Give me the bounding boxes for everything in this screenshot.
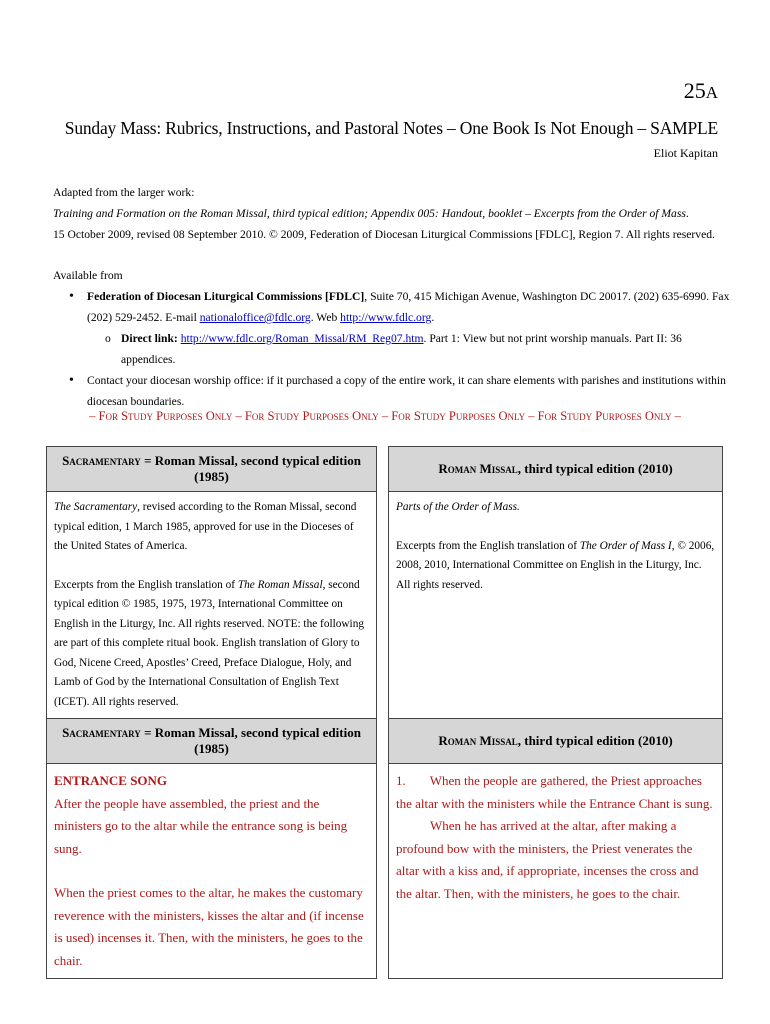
availability-label: Available from [53, 269, 123, 282]
comparison-table-entrance [46, 718, 723, 979]
direct-link-label: Direct link: [121, 332, 178, 345]
list-item-direct-link: o Direct link: http://www.fdlc.org/Roman_Missal/RM_Reg07.htm. Part 1: View but not print worship manuals. Part II: 36 appendices. [53, 328, 733, 370]
list-item-diocesan: • Contact your diocesan worship office: if it purchased a copy of the entire work, it can share elements with parishes and institutions within diocesan boundaries. [53, 370, 733, 412]
sub-bullet-marker: o [105, 332, 111, 345]
source-rights: 15 October 2009, revised 08 September 2010. © 2009, Federation of Diocesan Liturgical Commissions [FDLC], Region 7. All rights reserved. [53, 228, 715, 241]
roman-missal-entrance-text-2: When he has arrived at the altar, after making a profound bow with the ministers, the Priest venerates the altar with a kiss and, if appropriate, incenses the cross and the altar. Then, with the ministers, he goes to the chair. [396, 818, 699, 901]
source-work-title: Training and Formation on the Roman Missal, third typical edition; Appendix 005: Handout, booklet – Excerpts from the Order of Mass [53, 207, 686, 220]
document-title: Sunday Mass: Rubrics, Instructions, and Pastoral Notes – One Book Is Not Enough – SAMPLE [64, 118, 718, 138]
fdlc-name: Federation of Diocesan Liturgical Commissions [FDLC] [87, 290, 365, 303]
column-gap [377, 719, 389, 764]
entrance-song-heading: ENTRANCE SONG [54, 773, 168, 788]
source-intro: Adapted from the larger work: [53, 186, 195, 199]
document-author: Eliot Kapitan [653, 146, 718, 160]
header-sacramentary: Sacramentary = Roman Missal, second typical edition (1985) [47, 719, 377, 764]
sacramentary-entrance-text-2: When the priest comes to the altar, he makes the customary reverence with the ministers, kisses the altar and (if incense is used) incenses it. Then, with the ministers, he goes to the chair. [54, 885, 364, 968]
header-roman-missal: Roman Missal, third typical edition (2010) [389, 447, 723, 492]
page-number: 25A [683, 78, 718, 103]
roman-missal-parts-text: Parts of the Order of Mass. [396, 501, 520, 513]
source-work: Training and Formation on the Roman Missal, third typical edition; Appendix 005: Handout, booklet – Excerpts from the Order of Mass. [53, 207, 689, 220]
header-roman-missal: Roman Missal, third typical edition (2010) [389, 719, 723, 764]
paragraph-number: 1. [396, 773, 406, 788]
direct-link[interactable]: http://www.fdlc.org/Roman_Missal/RM_Reg07.htm [180, 332, 424, 345]
list-item-fdlc: • Federation of Diocesan Liturgical Commissions [FDLC], Suite 70, 415 Michigan Avenue, Washington DC 20017. (202) 635-6990. Fax (202) 529-2452. E-mail nationaloffice@fdlc.org. Web http://www.fdlc.org. [53, 286, 733, 328]
column-gap [377, 492, 389, 719]
availability-section [53, 265, 733, 412]
source-note [53, 182, 733, 245]
availability-list [53, 286, 733, 412]
email-link[interactable]: nationaloffice@fdlc.org [199, 311, 311, 324]
page-number-suffix: A [705, 83, 718, 102]
sacramentary-edition-text: The Sacramentary, revised according to the Roman Missal, second typical edition, 1 March 1985, approved for use in the Dioceses of the United States of America. [54, 501, 357, 552]
sacramentary-copyright-text: Excerpts from the English translation of The Roman Missal, second typical edition © 1985, 1975, 1973, International Committee on English in the Liturgy, Inc. All rights reserved. NOTE: the following are part of this complete ritual book. English translation of Glory to God, Nicene Creed, Apostles’ Creed, Preface Dialogue, Holy, and Lamb of God by the International Consultation of English Text (ICET). All rights reserved. [54, 578, 364, 708]
column-gap [377, 764, 389, 979]
comparison-table-editions [46, 446, 723, 719]
column-gap [377, 447, 389, 492]
study-purposes-banner: – For Study Purposes Only – For Study Purposes Only – For Study Purposes Only – For Study Purposes Only – [89, 409, 681, 423]
roman-missal-entrance-text-1: 1. When the people are gathered, the Priest approaches the altar with the ministers while the Entrance Chant is sung. [396, 773, 713, 811]
sacramentary-entrance-text-1: After the people have assembled, the priest and the ministers go to the altar while the entrance song is being sung. [54, 795, 348, 856]
web-link[interactable]: http://www.fdlc.org [340, 311, 432, 324]
sacramentary-entrance-cell [47, 764, 377, 979]
sacramentary-edition-cell [47, 492, 377, 719]
roman-missal-edition-cell [389, 492, 723, 719]
roman-missal-copyright-text: Excerpts from the English translation of The Order of Mass I, © 2006, 2008, 2010, International Committee on English in the Liturgy, Inc. All rights reserved. [396, 539, 715, 591]
header-sacramentary: Sacramentary = Roman Missal, second typical edition (1985) [47, 447, 377, 492]
roman-missal-entrance-cell [389, 764, 723, 979]
